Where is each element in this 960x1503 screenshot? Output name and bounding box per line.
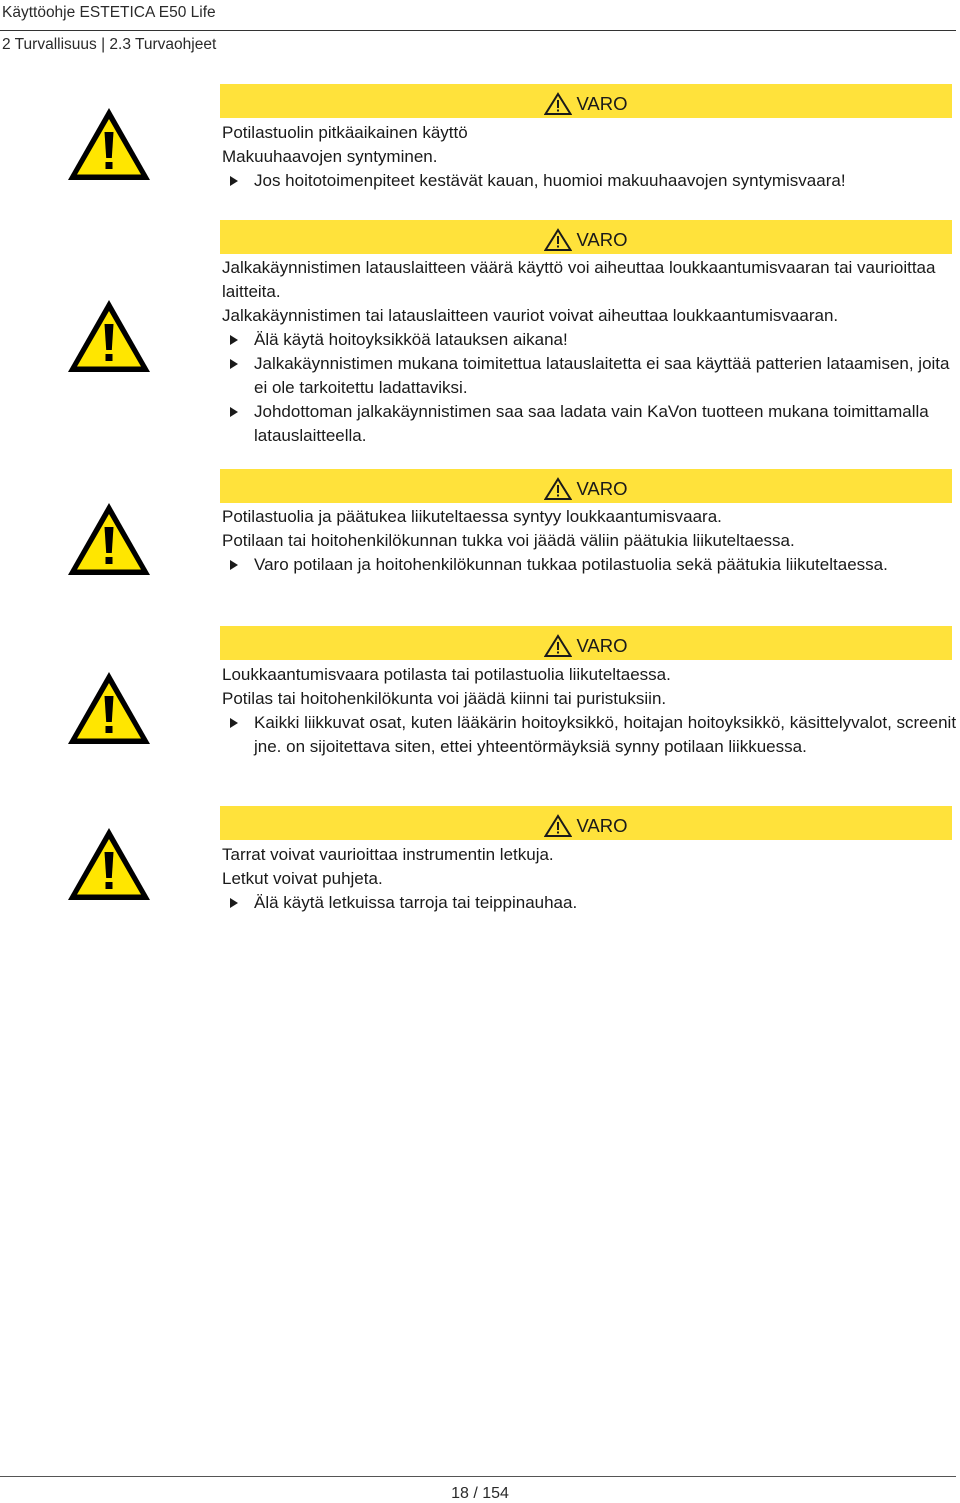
warning-outline-icon xyxy=(544,814,572,838)
page-number: 18 / 154 xyxy=(451,1485,509,1502)
action-item: Kaikki liikkuvat osat, kuten lääkärin hoitoyksikkö, hoitajan hoitoyksikkö, käsittelyvalot, screenit jne. on sijoitettava siten, ettei yhteentörmäyksiä synny potilaan liikkuessa. xyxy=(222,711,960,759)
hazard-text: Potilastuolia ja päätukea liikuteltaessa syntyy loukkaantumisvaara. xyxy=(222,507,722,526)
action-item: Älä käytä letkuissa tarroja tai teippinauhaa. xyxy=(222,891,950,915)
signal-word-bar xyxy=(220,469,952,503)
consequence-text: Letkut voivat puhjeta. xyxy=(222,869,383,888)
hazard-text: Potilastuolin pitkäaikainen käyttö xyxy=(222,123,468,142)
warning-triangle-icon xyxy=(66,826,152,902)
warning-outline-icon xyxy=(544,634,572,658)
signal-word: VARO xyxy=(544,92,627,116)
consequence-text: Potilaan tai hoitohenkilökunnan tukka voi jäädä väliin päätukia liikuteltaessa. xyxy=(222,531,795,550)
signal-word-bar xyxy=(220,220,952,254)
hazard-text: Jalkakäynnistimen latauslaitteen väärä käyttö voi aiheuttaa loukkaantumisvaaran tai vaurioittaa laitteita. xyxy=(222,258,936,301)
action-item: Johdottoman jalkakäynnistimen saa saa ladata vain KaVon tuotteen mukana toimittamalla latauslaitteella. xyxy=(222,400,950,448)
warning-triangle-icon xyxy=(66,501,152,577)
consequence-text: Makuuhaavojen syntyminen. xyxy=(222,147,438,166)
warning-content xyxy=(222,843,950,915)
bullet-arrow-icon xyxy=(230,560,238,570)
action-item: Älä käytä hoitoyksikköä latauksen aikana! xyxy=(222,328,950,352)
warning-outline-icon xyxy=(544,228,572,252)
warning-content xyxy=(222,121,950,193)
signal-word-bar xyxy=(220,806,952,840)
footer-divider xyxy=(0,1476,956,1477)
document-title: Käyttöohje ESTETICA E50 Life xyxy=(2,4,216,21)
bullet-arrow-icon xyxy=(230,898,238,908)
bullet-arrow-icon xyxy=(230,176,238,186)
hazard-text: Loukkaantumisvaara potilasta tai potilastuolia liikuteltaessa. xyxy=(222,665,671,684)
header-divider xyxy=(0,30,956,31)
bullet-arrow-icon xyxy=(230,359,238,369)
action-item: Jalkakäynnistimen mukana toimitettua latauslaitetta ei saa käyttää patterien lataamisen, joita ei ole tarkoitettu ladattaviksi. xyxy=(222,352,950,400)
consequence-text: Jalkakäynnistimen tai latauslaitteen vauriot voivat aiheuttaa loukkaantumisvaaran. xyxy=(222,306,839,325)
bullet-arrow-icon xyxy=(230,335,238,345)
warning-triangle-icon xyxy=(66,670,152,746)
hazard-text: Tarrat voivat vaurioittaa instrumentin letkuja. xyxy=(222,845,554,864)
warning-outline-icon xyxy=(544,92,572,116)
warning-content xyxy=(222,663,957,759)
bullet-arrow-icon xyxy=(230,718,238,728)
bullet-arrow-icon xyxy=(230,407,238,417)
warning-outline-icon xyxy=(544,477,572,501)
action-item: Jos hoitotoimenpiteet kestävät kauan, huomioi makuuhaavojen syntymisvaara! xyxy=(222,169,950,193)
action-item: Varo potilaan ja hoitohenkilökunnan tukkaa potilastuolia sekä päätukia liikuteltaessa. xyxy=(222,553,954,577)
signal-word: VARO xyxy=(544,477,627,501)
signal-word-bar xyxy=(220,84,952,118)
signal-word-bar xyxy=(220,626,952,660)
warning-triangle-icon xyxy=(66,106,152,182)
section-breadcrumb: 2 Turvallisuus | 2.3 Turvaohjeet xyxy=(2,36,217,53)
consequence-text: Potilas tai hoitohenkilökunta voi jäädä kiinni tai puristuksiin. xyxy=(222,689,667,708)
signal-word: VARO xyxy=(544,814,627,838)
signal-word: VARO xyxy=(544,634,627,658)
warning-content xyxy=(222,505,950,577)
warning-content xyxy=(222,256,950,448)
warning-triangle-icon xyxy=(66,298,152,374)
signal-word: VARO xyxy=(544,228,627,252)
